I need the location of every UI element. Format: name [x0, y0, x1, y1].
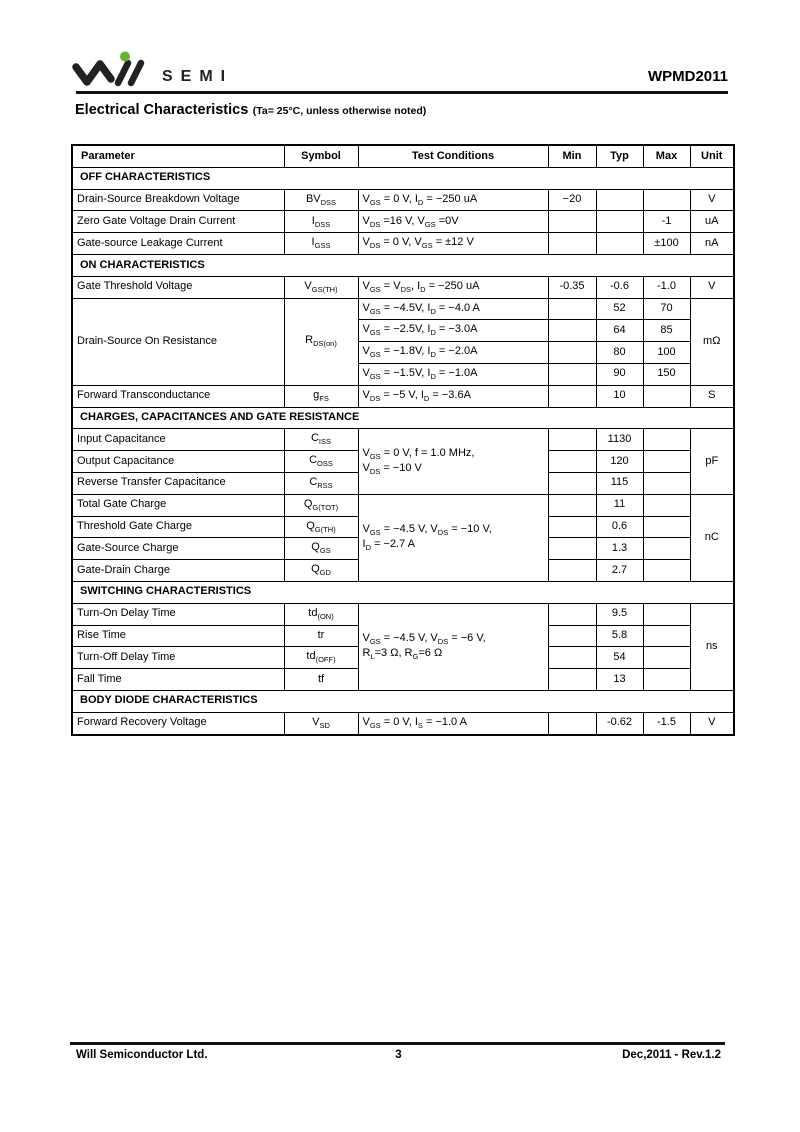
header-rule	[76, 91, 728, 94]
header-cell: Parameter	[72, 145, 284, 167]
symbol-cell: $td_{(OFF)}$	[284, 647, 358, 669]
section-row	[72, 407, 734, 429]
unit-cell: S	[690, 385, 734, 407]
max-cell	[643, 189, 690, 211]
table-row	[72, 603, 734, 625]
conditions-cell: $V_{GS} = 0$ V, f = 1.0 MHz, $V_{DS} = -10$ V	[358, 429, 548, 494]
table-row	[72, 211, 734, 233]
max-cell: -1.0	[643, 276, 690, 298]
param-cell: Gate-Drain Charge	[72, 560, 284, 582]
param-cell: Drain-Source Breakdown Voltage	[72, 189, 284, 211]
table-header-row	[72, 145, 734, 167]
page-title-note: (Ta= 25°C, unless otherwise noted)	[252, 105, 427, 117]
min-cell: -0.35	[548, 276, 596, 298]
max-cell	[643, 429, 690, 451]
unit-cell: mΩ	[690, 298, 734, 385]
param-cell: Output Capacitance	[72, 451, 284, 473]
param-cell: Threshold Gate Charge	[72, 516, 284, 538]
section-header: SWITCHING CHARACTERISTICS	[72, 581, 734, 603]
unit-cell: uA	[690, 211, 734, 233]
typ-cell: 1.3	[596, 538, 643, 560]
header-cell: Unit	[690, 145, 734, 167]
param-cell: Drain-Source On Resistance	[72, 298, 284, 385]
footer-company: Will Semiconductor Ltd.	[76, 1049, 208, 1061]
footer	[70, 1049, 725, 1061]
header-cell: Min	[548, 145, 596, 167]
will-logo-icon	[72, 51, 150, 93]
symbol-cell: $Q_{GD}$	[284, 560, 358, 582]
table-row	[72, 276, 734, 298]
unit-cell: ns	[690, 603, 734, 690]
min-cell	[548, 647, 596, 669]
min-cell	[548, 538, 596, 560]
max-cell	[643, 625, 690, 647]
min-cell	[548, 342, 596, 364]
conditions-cell: $V_{GS} = -4.5V$, $I_D = -4.0$ A	[358, 298, 548, 320]
min-cell	[548, 385, 596, 407]
table-row	[72, 429, 734, 451]
typ-cell: 80	[596, 342, 643, 364]
conditions-cell: $V_{GS} = V_{DS}$, $I_D = -250$ uA	[358, 276, 548, 298]
spec-table	[71, 144, 735, 736]
max-cell	[643, 472, 690, 494]
min-cell	[548, 320, 596, 342]
min-cell	[548, 494, 596, 516]
conditions-cell: $V_{GS} = 0$ V, $I_S = -1.0$ A	[358, 712, 548, 734]
title-line	[75, 101, 426, 119]
conditions-cell: $V_{GS} = 0$ V, $I_D = -250$ uA	[358, 189, 548, 211]
unit-cell: V	[690, 189, 734, 211]
max-cell: 100	[643, 342, 690, 364]
symbol-cell: tr	[284, 625, 358, 647]
min-cell	[548, 669, 596, 691]
param-cell: Total Gate Charge	[72, 494, 284, 516]
max-cell	[643, 494, 690, 516]
section-row	[72, 690, 734, 712]
typ-cell: 13	[596, 669, 643, 691]
typ-cell: 64	[596, 320, 643, 342]
max-cell	[643, 560, 690, 582]
footer-revision: Dec,2011 - Rev.1.2	[622, 1049, 721, 1061]
section-row	[72, 254, 734, 276]
typ-cell	[596, 211, 643, 233]
symbol-cell: $td_{(ON)}$	[284, 603, 358, 625]
min-cell	[548, 472, 596, 494]
max-cell	[643, 647, 690, 669]
header-cell: Test Conditions	[358, 145, 548, 167]
footer-rule	[70, 1042, 725, 1045]
logo-green-dot	[120, 52, 130, 62]
typ-cell: 115	[596, 472, 643, 494]
param-cell: Gate-Source Charge	[72, 538, 284, 560]
min-cell	[548, 712, 596, 734]
conditions-cell: $V_{GS} = -4.5$ V, $V_{DS} = -6$ V, $R_L=3$ Ω, $R_G=6$ Ω	[358, 603, 548, 690]
symbol-cell: $C_{ISS}$	[284, 429, 358, 451]
min-cell	[548, 560, 596, 582]
symbol-cell: tf	[284, 669, 358, 691]
brand-semi-label: SEMI	[162, 68, 234, 85]
min-cell	[548, 298, 596, 320]
typ-cell: 90	[596, 363, 643, 385]
param-cell: Fall Time	[72, 669, 284, 691]
max-cell: 150	[643, 363, 690, 385]
conditions-cell: $V_{GS} = -1.5V$, $I_D = -1.0A$	[358, 363, 548, 385]
typ-cell	[596, 233, 643, 255]
min-cell: −20	[548, 189, 596, 211]
table-row	[72, 189, 734, 211]
max-cell	[643, 451, 690, 473]
typ-cell: 10	[596, 385, 643, 407]
symbol-cell: $Q_{G(TOT)}$	[284, 494, 358, 516]
typ-cell: 1130	[596, 429, 643, 451]
part-number: WPMD2011	[647, 68, 728, 85]
section-header: CHARGES, CAPACITANCES AND GATE RESISTANCE	[72, 407, 734, 429]
min-cell	[548, 363, 596, 385]
symbol-cell: $I_{DSS}$	[284, 211, 358, 233]
max-cell	[643, 385, 690, 407]
section-header: ON CHARACTERISTICS	[72, 254, 734, 276]
unit-cell: nA	[690, 233, 734, 255]
header-cell: Typ	[596, 145, 643, 167]
unit-cell: V	[690, 276, 734, 298]
typ-cell: 0.6	[596, 516, 643, 538]
max-cell: ±100	[643, 233, 690, 255]
unit-cell: pF	[690, 429, 734, 494]
param-cell: Gate Threshold Voltage	[72, 276, 284, 298]
footer-page-number: 3	[395, 1049, 402, 1061]
table-row	[72, 385, 734, 407]
conditions-cell: $V_{GS} = -4.5$ V, $V_{DS} = -10$ V, $I_D = -2.7$ A	[358, 494, 548, 581]
table-row	[72, 494, 734, 516]
header-cell: Max	[643, 145, 690, 167]
param-cell: Forward Transconductance	[72, 385, 284, 407]
conditions-cell: $V_{GS} = -2.5V$, $I_D = -3.0A$	[358, 320, 548, 342]
param-cell: Reverse Transfer Capacitance	[72, 472, 284, 494]
table-row	[72, 712, 734, 734]
symbol-cell: $C_{RSS}$	[284, 472, 358, 494]
symbol-cell: $R_{DS(on)}$	[284, 298, 358, 385]
section-row	[72, 581, 734, 603]
max-cell	[643, 669, 690, 691]
brand-header	[72, 50, 472, 94]
min-cell	[548, 451, 596, 473]
header-cell: Symbol	[284, 145, 358, 167]
param-cell: Turn-On Delay Time	[72, 603, 284, 625]
param-cell: Input Capacitance	[72, 429, 284, 451]
section-header: BODY DIODE CHARACTERISTICS	[72, 690, 734, 712]
max-cell: 85	[643, 320, 690, 342]
conditions-cell: $V_{DS} =16$ V, $V_{GS} =0V$	[358, 211, 548, 233]
min-cell	[548, 429, 596, 451]
typ-cell: 9.5	[596, 603, 643, 625]
min-cell	[548, 603, 596, 625]
max-cell	[643, 516, 690, 538]
min-cell	[548, 211, 596, 233]
symbol-cell: $BV_{DSS}$	[284, 189, 358, 211]
table-row	[72, 233, 734, 255]
param-cell: Forward Recovery Voltage	[72, 712, 284, 734]
max-cell: -1	[643, 211, 690, 233]
max-cell: -1.5	[643, 712, 690, 734]
symbol-cell: $V_{GS(TH)}$	[284, 276, 358, 298]
conditions-cell: $V_{DS} = 0$ V, $V_{GS} = \pm 12$ V	[358, 233, 548, 255]
unit-cell: nC	[690, 494, 734, 581]
typ-cell: -0.62	[596, 712, 643, 734]
max-cell: 70	[643, 298, 690, 320]
symbol-cell: $V_{SD}$	[284, 712, 358, 734]
typ-cell: 2.7	[596, 560, 643, 582]
symbol-cell: $Q_{G(TH)}$	[284, 516, 358, 538]
table-row	[72, 298, 734, 320]
section-row	[72, 167, 734, 189]
typ-cell: 52	[596, 298, 643, 320]
min-cell	[548, 625, 596, 647]
symbol-cell: $C_{OSS}$	[284, 451, 358, 473]
max-cell	[643, 538, 690, 560]
typ-cell	[596, 189, 643, 211]
param-cell: Turn-Off Delay Time	[72, 647, 284, 669]
section-header: OFF CHARACTERISTICS	[72, 167, 734, 189]
page-title: Electrical Characteristics	[75, 102, 249, 118]
typ-cell: 54	[596, 647, 643, 669]
typ-cell: 5.8	[596, 625, 643, 647]
symbol-cell: $Q_{GS}$	[284, 538, 358, 560]
typ-cell: 120	[596, 451, 643, 473]
param-cell: Gate-source Leakage Current	[72, 233, 284, 255]
min-cell	[548, 516, 596, 538]
max-cell	[643, 603, 690, 625]
conditions-cell: $V_{DS} = -5$ V, $I_D = -3.6A$	[358, 385, 548, 407]
min-cell	[548, 233, 596, 255]
unit-cell: V	[690, 712, 734, 734]
typ-cell: -0.6	[596, 276, 643, 298]
param-cell: Zero Gate Voltage Drain Current	[72, 211, 284, 233]
param-cell: Rise Time	[72, 625, 284, 647]
symbol-cell: $g_{FS}$	[284, 385, 358, 407]
symbol-cell: $I_{GSS}$	[284, 233, 358, 255]
typ-cell: 11	[596, 494, 643, 516]
conditions-cell: $V_{GS} = -1.8V$, $I_D = -2.0A$	[358, 342, 548, 364]
